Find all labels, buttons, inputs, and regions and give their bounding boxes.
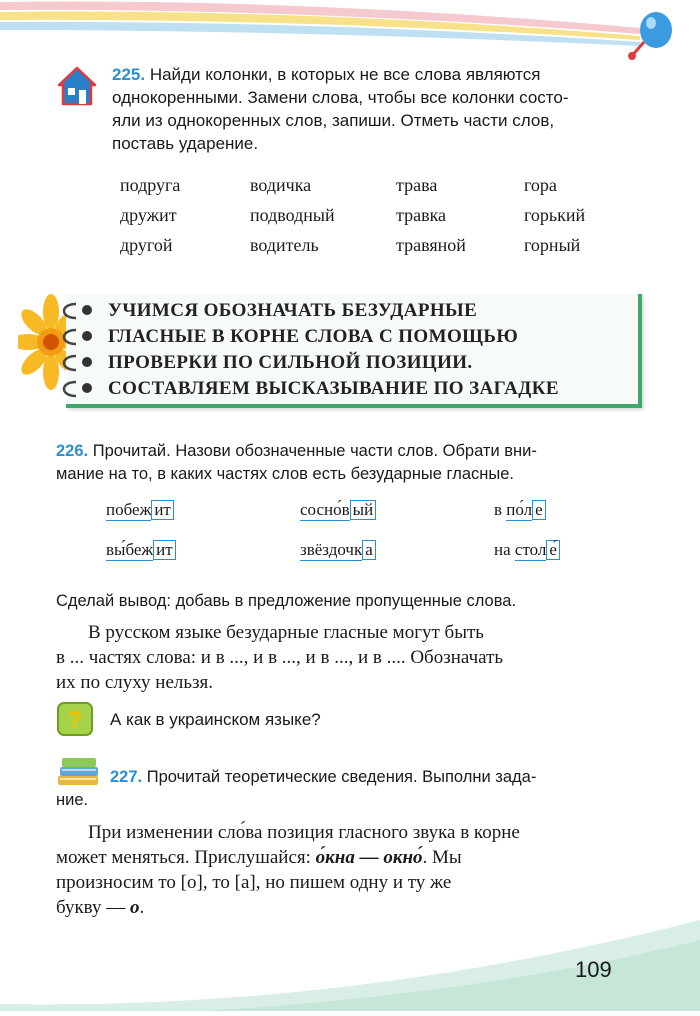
word-item: горький	[524, 205, 586, 225]
word-column-2	[250, 170, 335, 260]
word-ending: ит	[151, 500, 174, 520]
task-227-instruction-cont: ние.	[56, 791, 89, 809]
instruction-line: однокоренными. Замени слова, чтобы все колонки состо-	[112, 88, 569, 107]
morph-word-2	[300, 500, 376, 520]
question-icon	[54, 700, 98, 740]
top-ribbons-decoration	[0, 0, 700, 60]
instruction-line: поставь ударение.	[112, 134, 259, 153]
word-ending: ит	[153, 540, 176, 560]
word-item: гора	[524, 175, 557, 195]
heading-line: СОСТАВЛЯЕМ ВЫСКАЗЫВАНИЕ ПО ЗАГАДКЕ	[108, 378, 559, 399]
word-root: вы́беж	[106, 540, 154, 559]
word-item: дружит	[120, 205, 177, 225]
task-number: 226.	[56, 442, 89, 460]
morph-word-6	[494, 540, 560, 560]
word-column-1	[120, 170, 180, 260]
instruction-line: мание на то, в каких частях слов есть безударные гласные.	[56, 465, 514, 483]
morph-word-4	[106, 540, 176, 560]
word-item: травка	[396, 205, 447, 225]
theory-line: При изменении сло́ва позиция гласного звука в корне	[88, 822, 520, 843]
word-column-4	[524, 170, 585, 260]
theory-fragment: . Мы	[422, 847, 462, 868]
rule-text	[56, 620, 656, 695]
example-letter: о	[130, 897, 140, 918]
word-ending: е́	[546, 540, 560, 560]
word-item: другой	[120, 235, 173, 255]
bottom-wave-decoration	[0, 900, 700, 1011]
heading-line: ПРОВЕРКИ ПО СИЛЬНОЙ ПОЗИЦИИ.	[108, 352, 473, 373]
rule-line: в ... частях слова: и в ..., и в ..., и в ..., и в .... Обозначать	[56, 647, 504, 668]
svg-text:?: ?	[67, 707, 83, 734]
word-preposition: на	[494, 540, 515, 559]
page-number: 109	[575, 957, 612, 982]
word-root: сосно́в	[300, 500, 350, 519]
word-item: подруга	[120, 175, 181, 195]
word-root: звёздочк	[300, 540, 363, 559]
rule-line: их по слуху нельзя.	[56, 672, 214, 693]
morph-word-5	[300, 540, 376, 560]
word-item: подводный	[250, 205, 335, 225]
theory-fragment: .	[139, 897, 145, 918]
word-item: водичка	[250, 175, 312, 195]
theory-fragment: может меняться. Прислушайся:	[56, 847, 316, 868]
word-root: побеж	[106, 500, 152, 519]
word-item: водитель	[250, 235, 319, 255]
word-root: по́л	[506, 500, 533, 519]
instruction-line: Прочитай. Назови обозначенные части слов. Обрати вни-	[92, 442, 537, 460]
task-number: 225.	[112, 65, 146, 84]
task-225-instruction	[112, 63, 672, 155]
books-icon	[54, 752, 102, 790]
theory-fragment: букву —	[56, 897, 130, 918]
instruction-line: Прочитай теоретические сведения. Выполни зада-	[146, 768, 537, 786]
word-root: стол	[514, 540, 547, 559]
morph-word-3	[494, 500, 546, 520]
instruction-line: яли из однокоренных слов, запиши. Отметь части слов,	[112, 111, 555, 130]
house-icon	[56, 64, 98, 106]
example-words: о́кна — окно́	[315, 847, 423, 868]
task-227-instruction	[110, 766, 670, 789]
morph-word-1	[106, 500, 174, 520]
word-ending: е	[532, 500, 546, 520]
theory-line	[56, 845, 656, 870]
heading-line: ГЛАСНЫЕ В КОРНЕ СЛОВА С ПОМОЩЬЮ	[108, 326, 519, 347]
word-ending: ый	[350, 500, 377, 520]
task-226-instruction	[56, 440, 676, 486]
task-number: 227.	[110, 768, 143, 786]
word-item: горный	[524, 235, 581, 255]
question-text: А как в украинском языке?	[110, 710, 321, 729]
word-column-3	[396, 170, 466, 260]
heading-line: УЧИМСЯ ОБОЗНАЧАТЬ БЕЗУДАРНЫЕ	[108, 300, 478, 321]
word-ending: а	[362, 540, 376, 560]
instruction-line: Найди колонки, в которых не все слова являются	[149, 65, 541, 84]
word-item: трава	[396, 175, 438, 195]
word-item: травяной	[396, 235, 466, 255]
rule-line: В русском языке безударные гласные могут быть	[88, 622, 484, 643]
conclusion-instruction: Сделай вывод: добавь в предложение пропущенные слова.	[56, 592, 517, 610]
balloon-icon	[620, 8, 680, 63]
lesson-heading	[108, 298, 559, 402]
theory-line: произносим то [о], то [а], но пишем одну и ту же	[56, 872, 452, 893]
word-preposition: в	[494, 500, 507, 519]
spiral-binding-icon	[56, 296, 96, 406]
